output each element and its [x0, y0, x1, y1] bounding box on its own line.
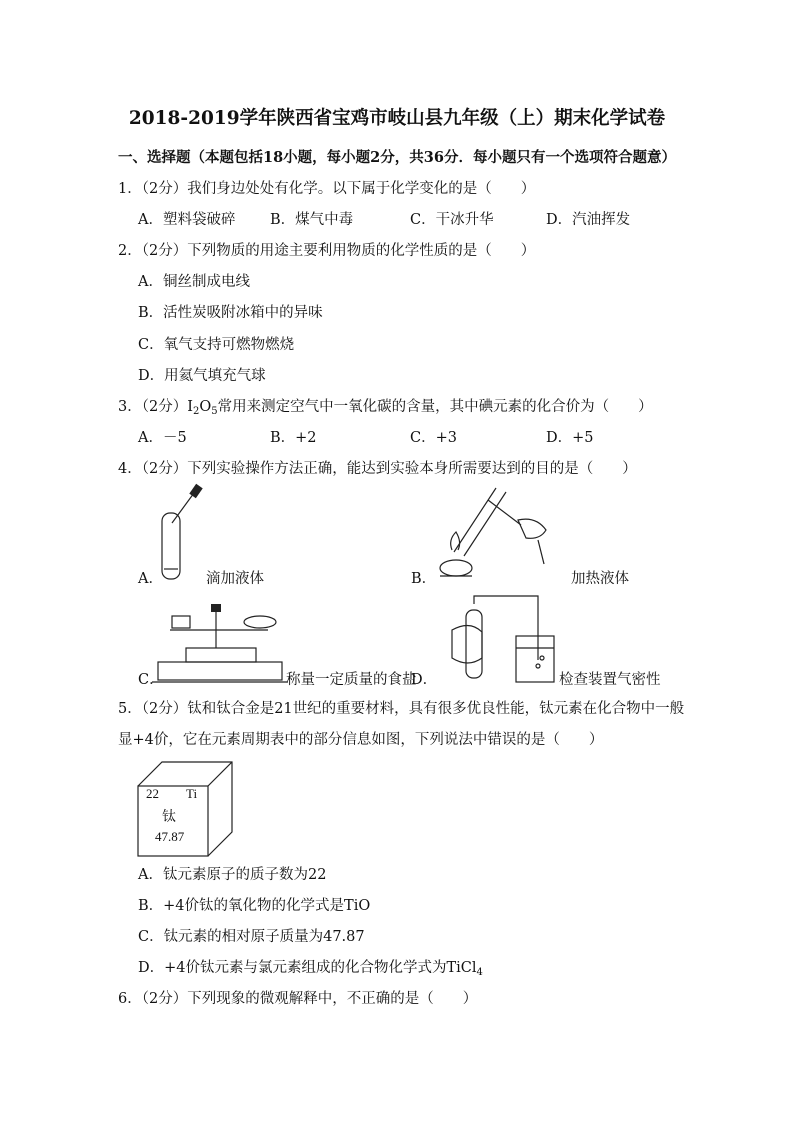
question-3-sub-2: 5: [211, 406, 218, 417]
balance-pointer-top: [211, 604, 221, 612]
question-3-stem-mid: O: [199, 399, 212, 415]
question-2-option-c: C．氧气支持可燃物燃烧: [138, 337, 295, 353]
bubble-1: [536, 664, 540, 668]
question-3-stem-suffix: 常用来测定空气中一氧化碳的含量，其中碘元素的化合价为（ ）: [217, 399, 653, 415]
question-3-option-b: B．+2: [270, 430, 317, 446]
question-5-option-c: C．钛元素的相对原子质量为47.87: [138, 929, 365, 945]
hand: [518, 519, 546, 538]
weighing-pan: [244, 616, 276, 628]
question-3-option-d: D．+5: [546, 430, 594, 446]
question-5-option-a: A．钛元素原子的质子数为22: [138, 867, 327, 883]
question-2-option-a: A．铜丝制成电线: [138, 274, 250, 290]
balance-scale-bar: [186, 648, 256, 662]
question-4-option-a-caption: 滴加液体: [206, 571, 264, 587]
question-5-option-b: B．+4价钛的氧化物的化学式是TiO: [138, 898, 371, 914]
question-5-option-d-text: D．+4价钛元素与氯元素组成的化合物化学式为TiCl: [138, 960, 477, 976]
question-4-option-d-caption: 检查装置气密性: [559, 672, 661, 688]
question-4-option-b-caption: 加热液体: [571, 571, 629, 587]
weight-block: [172, 616, 190, 628]
question-1-option-c: C．干冰升华: [410, 212, 494, 228]
question-5-stem-line-2: 显+4价，它在元素周期表中的部分信息如图，下列说法中错误的是（ ）: [118, 732, 604, 748]
question-6-stem: 6．（2分）下列现象的微观解释中，不正确的是（ ）: [118, 991, 478, 1007]
delivery-tube: [474, 596, 538, 660]
dropper-tube: [172, 493, 194, 523]
question-3-option-c: C．+3: [410, 430, 457, 446]
question-3-sub-1: 2: [192, 406, 200, 417]
atomic-number: 22: [146, 786, 159, 801]
alcohol-lamp: [440, 560, 472, 576]
question-2-stem: 2．（2分）下列物质的用途主要利用物质的化学性质的是（ ）: [118, 243, 536, 259]
question-4-stem: 4．（2分）下列实验操作方法正确，能达到实验本身所需要达到的目的是（ ）: [118, 461, 637, 477]
question-4-option-c-caption: 称量一定质量的食盐: [286, 672, 417, 688]
balance-base: [158, 662, 282, 680]
question-1-option-a: A．塑料袋破碎: [138, 212, 236, 228]
check-test-tube: [466, 610, 482, 678]
question-2-option-d: D．用氦气填充气球: [138, 368, 266, 384]
question-4-option-a-letter: A．: [138, 571, 163, 587]
question-5-option-d: [138, 956, 483, 978]
question-4-option-c-letter: C．: [138, 672, 164, 688]
question-2-option-b: B．活性炭吸附冰箱中的异味: [138, 305, 323, 321]
question-1-option-d: D．汽油挥发: [546, 212, 631, 228]
test-tube-wall-2: [464, 492, 506, 556]
atomic-mass: 47.87: [155, 829, 185, 844]
question-3-stem-prefix: 3．（2分）I: [118, 399, 193, 415]
element-symbol: Ti: [186, 786, 198, 801]
exam-title: 2018-2019学年陕西省宝鸡市岐山县九年级（上）期末化学试卷: [128, 108, 666, 129]
periodic-element-cube: [136, 760, 236, 860]
balance-figure: [150, 600, 290, 690]
beaker: [516, 636, 554, 682]
question-1-option-b: B．煤气中毒: [270, 212, 354, 228]
question-3-option-a: A．－5: [138, 430, 187, 446]
question-3-stem: [118, 395, 653, 417]
question-5-option-d-subscript: 4: [476, 967, 483, 978]
question-5-stem-line-1: 5．（2分）钛和钛合金是21世纪的重要材料，具有很多优良性能，钛元素在化合物中一般: [118, 701, 685, 717]
bubble-2: [540, 656, 544, 660]
airtightness-figure: [438, 590, 558, 690]
section-heading: 一、选择题（本题包括18小题，每小题2分，共36分．每小题只有一个选项符合题意）: [118, 149, 676, 166]
heating-figure: [426, 480, 556, 585]
question-4-option-b-letter: B．: [411, 571, 437, 587]
holder-handle: [538, 540, 544, 564]
question-1-stem: 1．（2分）我们身边处处有化学。以下属于化学变化的是（ ）: [118, 181, 536, 197]
element-name: 钛: [162, 809, 176, 825]
flame: [451, 532, 460, 550]
question-4-option-d-letter: D．: [411, 672, 438, 688]
test-tube-wall-1: [454, 488, 496, 552]
cube-diagonal-edge: [208, 762, 232, 786]
holding-hand: [452, 625, 482, 663]
